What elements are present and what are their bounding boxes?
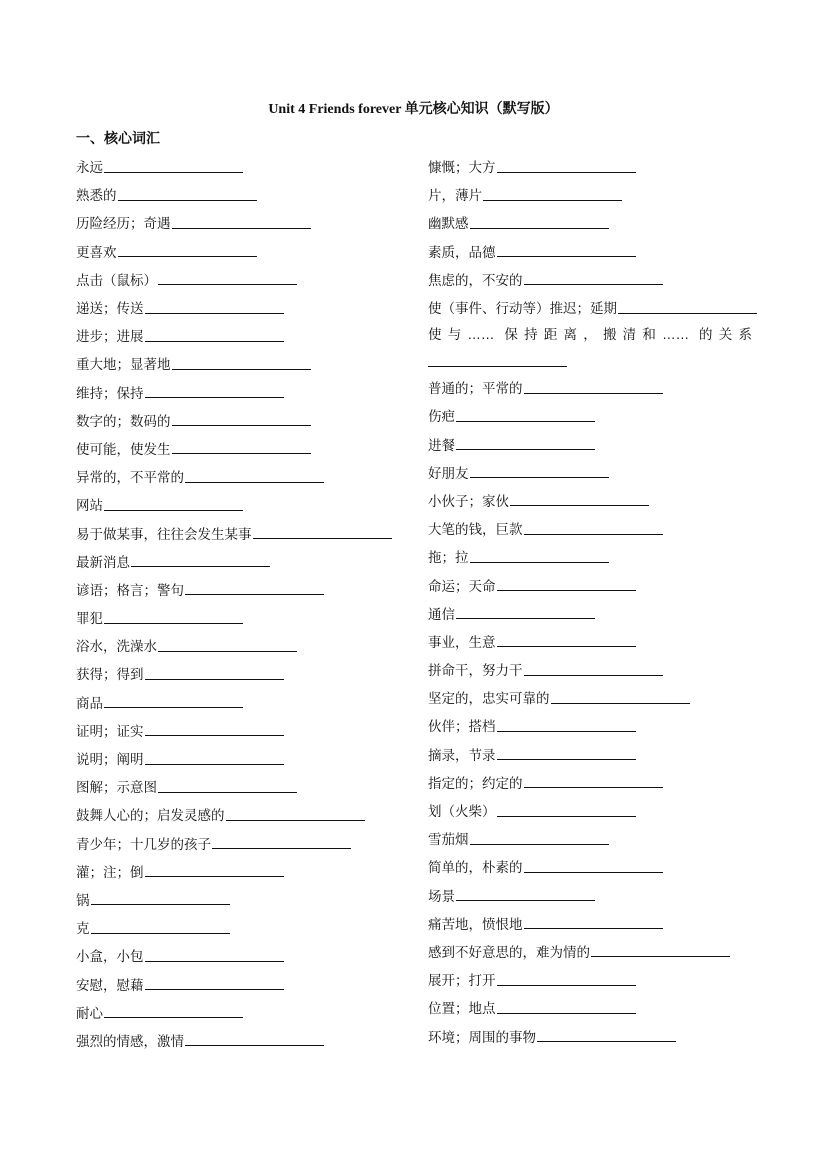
vocab-item bbox=[76, 547, 406, 575]
left-vocab-column bbox=[76, 152, 406, 1054]
vocab-prompt: 普通的；平常的 bbox=[428, 381, 523, 397]
vocab-item bbox=[76, 941, 406, 969]
vocab-prompt: 坚定的，忠实可靠的 bbox=[428, 691, 550, 707]
vocab-item bbox=[428, 570, 758, 598]
answer-blank[interactable] bbox=[226, 808, 365, 821]
vocab-prompt: 伙伴；搭档 bbox=[428, 719, 496, 735]
answer-blank[interactable] bbox=[145, 385, 284, 398]
vocab-prompt: 慷慨；大方 bbox=[428, 160, 496, 176]
vocab-prompt: 素质，品德 bbox=[428, 244, 496, 260]
vocab-item bbox=[428, 599, 758, 627]
vocab-item bbox=[76, 434, 406, 462]
vocab-prompt: 灌；注；倒 bbox=[76, 864, 144, 880]
vocab-item bbox=[428, 265, 758, 293]
vocab-prompt: 通信 bbox=[428, 606, 455, 622]
vocab-item bbox=[76, 321, 406, 349]
answer-blank[interactable] bbox=[145, 301, 284, 314]
vocab-prompt: 拼命干，努力干 bbox=[428, 663, 523, 679]
answer-blank[interactable] bbox=[104, 611, 243, 624]
answer-blank[interactable] bbox=[510, 493, 649, 506]
vocab-prompt: 焦虑的，不安的 bbox=[428, 272, 523, 288]
answer-blank[interactable] bbox=[158, 639, 297, 652]
vocab-item bbox=[76, 378, 406, 406]
answer-blank[interactable] bbox=[524, 916, 663, 929]
vocab-item bbox=[76, 152, 406, 180]
vocab-prompt: 简单的，朴素的 bbox=[428, 860, 523, 876]
vocab-item bbox=[76, 857, 406, 885]
vocab-item bbox=[428, 1021, 758, 1049]
answer-blank[interactable] bbox=[145, 949, 284, 962]
vocab-prompt: 大笔的钱，巨款 bbox=[428, 522, 523, 538]
vocab-item bbox=[428, 683, 758, 711]
answer-blank[interactable] bbox=[104, 1005, 243, 1018]
vocab-prompt: 熟悉的 bbox=[76, 188, 117, 204]
answer-blank[interactable] bbox=[118, 244, 257, 257]
vocab-item bbox=[76, 659, 406, 687]
answer-blank[interactable] bbox=[158, 780, 297, 793]
answer-blank[interactable] bbox=[104, 695, 243, 708]
vocab-prompt: 指定的；约定的 bbox=[428, 775, 523, 791]
vocab-item bbox=[76, 490, 406, 518]
vocab-prompt: 永远 bbox=[76, 160, 103, 176]
vocab-prompt: 异常的，不平常的 bbox=[76, 470, 184, 486]
answer-blank[interactable] bbox=[172, 216, 311, 229]
answer-blank[interactable] bbox=[497, 747, 636, 760]
vocab-prompt: 感到不好意思的，难为情的 bbox=[428, 944, 590, 960]
answer-blank[interactable] bbox=[591, 944, 730, 957]
vocab-item bbox=[76, 349, 406, 377]
answer-blank[interactable] bbox=[428, 346, 567, 367]
vocab-prompt: 环境；周围的事物 bbox=[428, 1029, 536, 1045]
vocab-item bbox=[428, 542, 758, 570]
vocab-prompt: 强烈的情感，激情 bbox=[76, 1033, 184, 1049]
vocab-item bbox=[76, 998, 406, 1026]
vocab-prompt: 展开；打开 bbox=[428, 973, 496, 989]
vocab-prompt: 使与…… 保持距离，搬清和…… 的关系 bbox=[428, 327, 752, 343]
answer-blank[interactable] bbox=[145, 977, 284, 990]
answer-blank[interactable] bbox=[497, 719, 636, 732]
answer-blank[interactable] bbox=[497, 578, 636, 591]
page-title: Unit 4 Friends forever 单元核心知识（默写版） bbox=[268, 102, 559, 117]
answer-blank[interactable] bbox=[158, 272, 297, 285]
vocab-prompt: 鼓舞人心的；启发灵感的 bbox=[76, 808, 225, 824]
answer-blank[interactable] bbox=[470, 550, 609, 563]
answer-blank[interactable] bbox=[497, 160, 636, 173]
answer-blank[interactable] bbox=[145, 752, 284, 765]
vocab-item bbox=[428, 824, 758, 852]
answer-blank[interactable] bbox=[524, 381, 663, 394]
vocab-prompt: 网站 bbox=[76, 498, 103, 514]
vocab-item bbox=[76, 180, 406, 208]
vocab-item bbox=[76, 716, 406, 744]
vocab-item bbox=[428, 993, 758, 1021]
vocab-item bbox=[76, 575, 406, 603]
answer-blank[interactable] bbox=[524, 272, 663, 285]
answer-blank[interactable] bbox=[497, 973, 636, 986]
answer-blank[interactable] bbox=[253, 526, 392, 539]
vocab-item bbox=[76, 265, 406, 293]
vocab-prompt: 事业，生意 bbox=[428, 634, 496, 650]
vocab-prompt: 锅 bbox=[76, 892, 90, 908]
answer-blank[interactable] bbox=[456, 888, 595, 901]
vocab-prompt: 进步；进展 bbox=[76, 329, 144, 345]
answer-blank[interactable] bbox=[118, 188, 257, 201]
vocab-item bbox=[428, 458, 758, 486]
vocab-prompt: 摘录，节录 bbox=[428, 747, 496, 763]
answer-blank[interactable] bbox=[524, 663, 663, 676]
vocab-item bbox=[76, 462, 406, 490]
answer-blank[interactable] bbox=[91, 921, 230, 934]
right-vocab-column bbox=[428, 152, 758, 1050]
answer-blank[interactable] bbox=[185, 470, 324, 483]
answer-blank[interactable] bbox=[618, 301, 757, 314]
vocab-prompt: 小伙子；家伙 bbox=[428, 493, 509, 509]
answer-blank[interactable] bbox=[172, 413, 311, 426]
answer-blank[interactable] bbox=[470, 832, 609, 845]
vocab-prompt: 易于做某事，往往会发生某事 bbox=[76, 526, 252, 542]
vocab-item bbox=[76, 829, 406, 857]
vocab-prompt: 商品 bbox=[76, 695, 103, 711]
vocab-prompt: 耐心 bbox=[76, 1005, 103, 1021]
answer-blank[interactable] bbox=[497, 244, 636, 257]
vocab-prompt: 伤疤 bbox=[428, 409, 455, 425]
answer-blank[interactable] bbox=[104, 160, 243, 173]
vocab-prompt: 雪茄烟 bbox=[428, 832, 469, 848]
vocab-item bbox=[76, 518, 406, 546]
answer-blank[interactable] bbox=[551, 691, 690, 704]
vocab-item bbox=[428, 655, 758, 683]
vocab-prompt: 使（事件、行动等）推迟；延期 bbox=[428, 301, 617, 317]
vocab-item bbox=[428, 711, 758, 739]
vocab-prompt: 重大地；显著地 bbox=[76, 357, 171, 373]
answer-blank[interactable] bbox=[524, 860, 663, 873]
vocab-item bbox=[76, 744, 406, 772]
answer-blank[interactable] bbox=[145, 723, 284, 736]
answer-blank[interactable] bbox=[185, 1033, 324, 1046]
section-heading: 一、核心词汇 bbox=[76, 130, 160, 146]
answer-blank[interactable] bbox=[524, 775, 663, 788]
vocab-item bbox=[428, 180, 758, 208]
vocab-prompt: 划（火柴） bbox=[428, 804, 496, 820]
answer-blank[interactable] bbox=[497, 634, 636, 647]
vocab-item bbox=[428, 208, 758, 236]
answer-blank[interactable] bbox=[497, 1001, 636, 1014]
vocab-item bbox=[76, 293, 406, 321]
vocab-prompt: 最新消息 bbox=[76, 554, 130, 570]
vocab-item bbox=[428, 796, 758, 824]
answer-blank[interactable] bbox=[456, 606, 595, 619]
vocab-prompt: 维持；保持 bbox=[76, 385, 144, 401]
vocab-item bbox=[428, 881, 758, 909]
vocab-item bbox=[428, 152, 758, 180]
vocab-prompt: 幽默感 bbox=[428, 216, 469, 232]
vocab-prompt: 谚语；格言；警句 bbox=[76, 582, 184, 598]
vocab-item bbox=[428, 740, 758, 768]
vocab-item bbox=[428, 430, 758, 458]
vocab-item bbox=[428, 401, 758, 429]
vocab-item bbox=[428, 514, 758, 542]
vocab-item bbox=[76, 208, 406, 236]
answer-blank[interactable] bbox=[456, 409, 595, 422]
answer-blank[interactable] bbox=[185, 582, 324, 595]
vocab-item bbox=[76, 913, 406, 941]
vocab-item bbox=[76, 885, 406, 913]
vocab-prompt: 获得；得到 bbox=[76, 667, 144, 683]
vocab-item bbox=[428, 909, 758, 937]
vocab-item bbox=[76, 631, 406, 659]
vocab-prompt: 克 bbox=[76, 921, 90, 937]
vocab-item bbox=[428, 768, 758, 796]
vocab-prompt: 小盒，小包 bbox=[76, 949, 144, 965]
vocab-item bbox=[428, 293, 758, 321]
vocab-prompt: 使可能，使发生 bbox=[76, 441, 171, 457]
answer-blank[interactable] bbox=[145, 329, 284, 342]
vocab-prompt: 点击（鼠标） bbox=[76, 272, 157, 288]
vocab-prompt: 痛苦地，愤恨地 bbox=[428, 916, 523, 932]
vocab-prompt: 图解；示意图 bbox=[76, 780, 157, 796]
answer-blank[interactable] bbox=[537, 1029, 676, 1042]
answer-blank[interactable] bbox=[524, 522, 663, 535]
answer-blank[interactable] bbox=[131, 554, 270, 567]
vocab-item bbox=[428, 937, 758, 965]
vocab-item bbox=[76, 772, 406, 800]
vocab-prompt: 命运；天命 bbox=[428, 578, 496, 594]
answer-blank[interactable] bbox=[91, 892, 230, 905]
vocab-item bbox=[76, 688, 406, 716]
vocab-item bbox=[428, 486, 758, 514]
vocab-item bbox=[428, 965, 758, 993]
vocab-prompt: 好朋友 bbox=[428, 465, 469, 481]
answer-blank[interactable] bbox=[456, 437, 595, 450]
vocab-item bbox=[76, 1026, 406, 1054]
vocab-prompt: 浴水，洗澡水 bbox=[76, 639, 157, 655]
vocab-prompt: 位置；地点 bbox=[428, 1001, 496, 1017]
answer-blank[interactable] bbox=[145, 667, 284, 680]
vocab-prompt: 拖；拉 bbox=[428, 550, 469, 566]
answer-blank[interactable] bbox=[212, 836, 351, 849]
vocab-item bbox=[76, 237, 406, 265]
vocab-item bbox=[428, 852, 758, 880]
answer-blank[interactable] bbox=[172, 441, 311, 454]
answer-blank[interactable] bbox=[172, 357, 311, 370]
vocab-prompt: 进餐 bbox=[428, 437, 455, 453]
vocab-prompt: 场景 bbox=[428, 888, 455, 904]
vocab-item bbox=[76, 406, 406, 434]
vocab-item bbox=[428, 627, 758, 655]
vocab-prompt: 更喜欢 bbox=[76, 244, 117, 260]
vocab-prompt: 安慰，慰藉 bbox=[76, 977, 144, 993]
answer-blank[interactable] bbox=[145, 864, 284, 877]
vocab-item bbox=[428, 373, 758, 401]
vocab-item bbox=[76, 800, 406, 828]
vocab-item bbox=[76, 969, 406, 997]
vocab-prompt: 证明；证实 bbox=[76, 723, 144, 739]
answer-blank[interactable] bbox=[470, 465, 609, 478]
vocab-item bbox=[428, 321, 758, 373]
answer-blank[interactable] bbox=[483, 188, 622, 201]
answer-blank[interactable] bbox=[470, 216, 609, 229]
vocab-prompt: 青少年；十几岁的孩子 bbox=[76, 836, 211, 852]
vocab-prompt: 片，薄片 bbox=[428, 188, 482, 204]
vocab-prompt: 说明；阐明 bbox=[76, 752, 144, 768]
vocab-prompt: 罪犯 bbox=[76, 611, 103, 627]
vocab-item bbox=[428, 237, 758, 265]
vocab-item bbox=[76, 603, 406, 631]
vocab-prompt: 递送；传送 bbox=[76, 301, 144, 317]
answer-blank[interactable] bbox=[104, 498, 243, 511]
vocab-prompt: 历险经历；奇遇 bbox=[76, 216, 171, 232]
answer-blank[interactable] bbox=[497, 804, 636, 817]
vocab-prompt: 数字的；数码的 bbox=[76, 413, 171, 429]
